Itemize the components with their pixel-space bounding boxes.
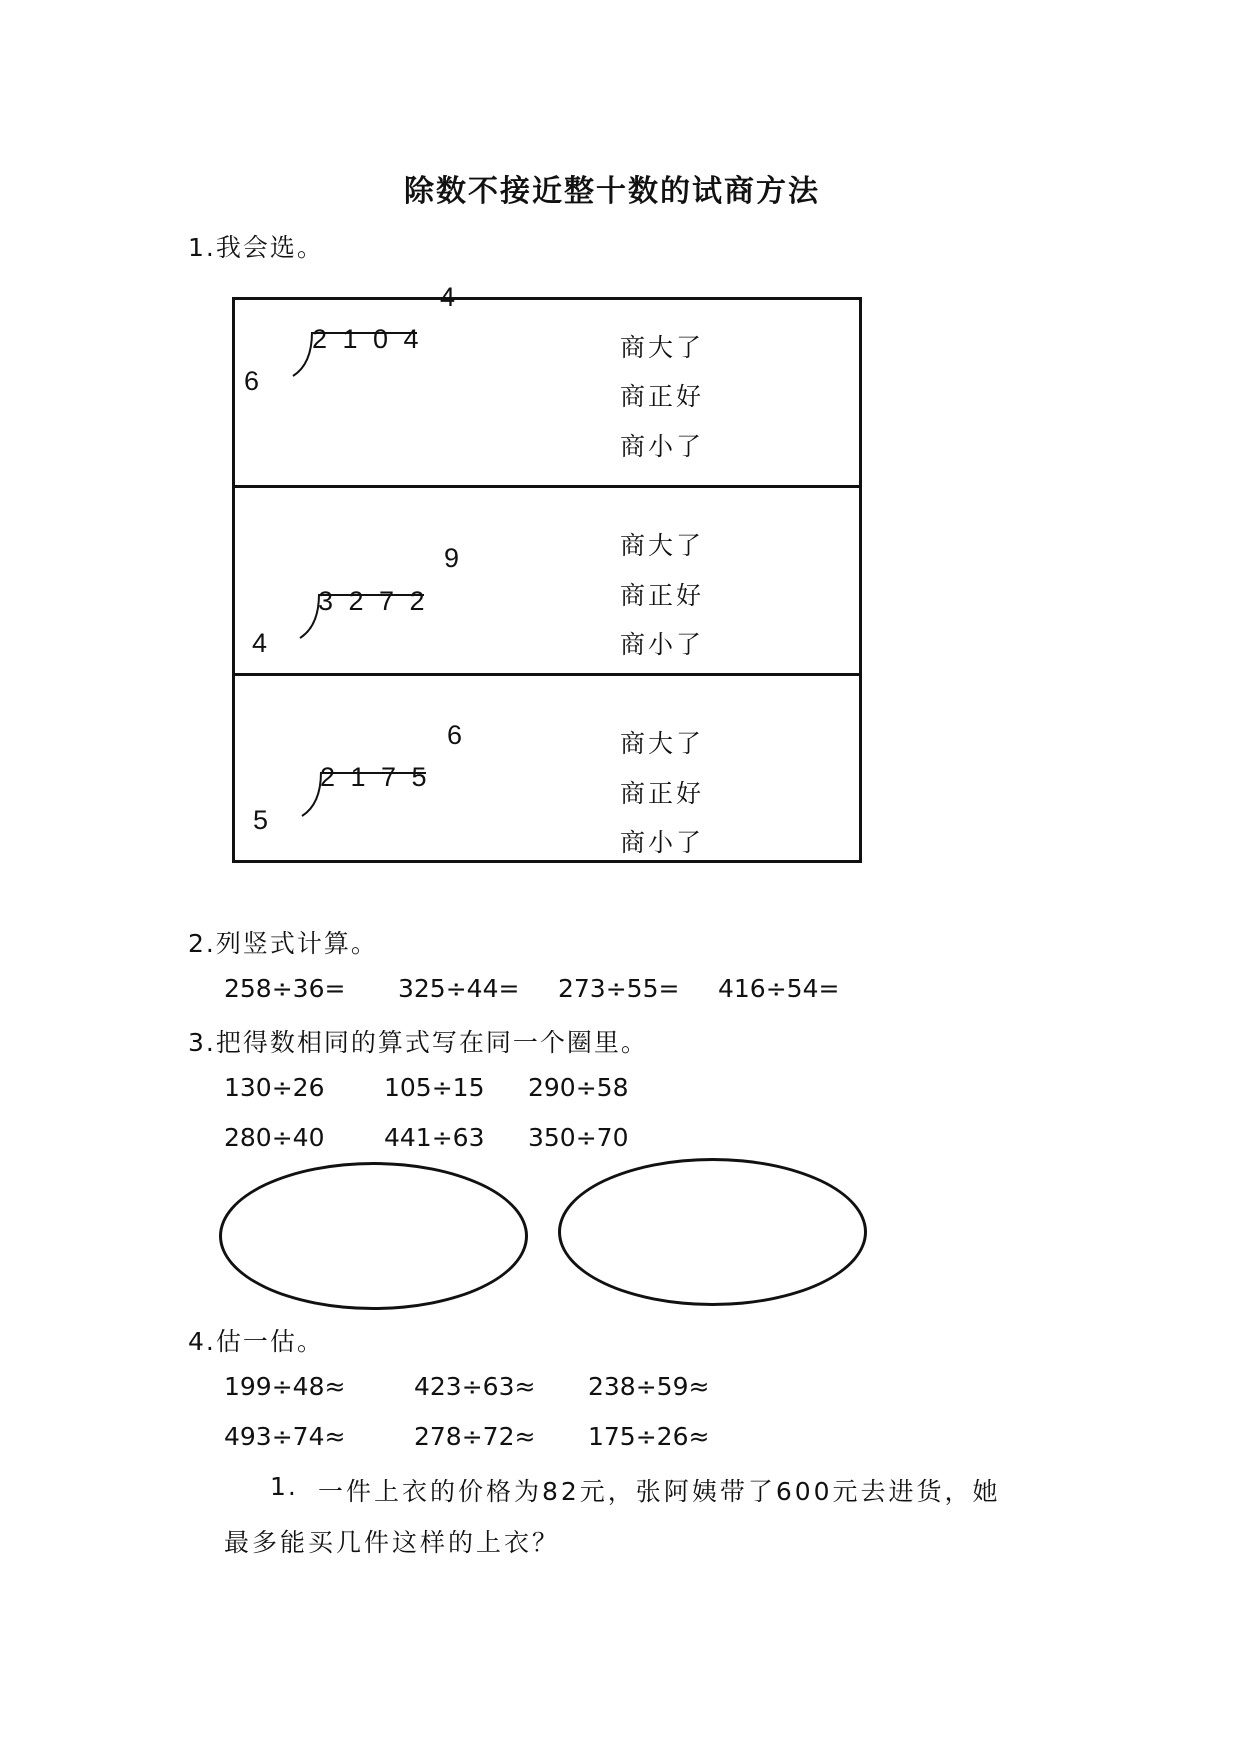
- calc-item: 416÷54=: [718, 974, 840, 1003]
- dividend: 2 1 7 5: [320, 762, 431, 792]
- expression: 441÷63: [384, 1123, 485, 1152]
- option-quotient-too-big[interactable]: 商大了: [620, 729, 705, 758]
- option-quotient-too-small[interactable]: 商小了: [620, 432, 705, 461]
- expression: 290÷58: [528, 1073, 629, 1102]
- answer-circle-left[interactable]: [219, 1162, 528, 1310]
- estimate-item: 199÷48≈: [224, 1372, 346, 1401]
- expression: 130÷26: [224, 1073, 325, 1102]
- dividend: 3 2 7 2: [318, 586, 429, 616]
- divisor: 5: [253, 805, 269, 835]
- answer-circle-right[interactable]: [558, 1158, 867, 1306]
- quotient: 4: [440, 282, 456, 312]
- option-quotient-just-right[interactable]: 商正好: [620, 779, 705, 808]
- page-title: 除数不接近整十数的试商方法: [404, 174, 820, 209]
- divisor: 6: [244, 366, 260, 396]
- estimate-item: 175÷26≈: [588, 1422, 710, 1451]
- choice-row-2: [232, 485, 862, 676]
- estimate-item: 493÷74≈: [224, 1422, 346, 1451]
- option-quotient-too-small[interactable]: 商小了: [620, 828, 705, 857]
- expression: 280÷40: [224, 1123, 325, 1152]
- quotient: 9: [444, 543, 460, 573]
- section3-heading: 3.把得数相同的算式写在同一个圈里。: [188, 1028, 648, 1057]
- section4-heading: 4.估一估。: [188, 1327, 324, 1356]
- word-problem-line1: 一件上衣的价格为82元，张阿姨带了600元去进货，她: [318, 1477, 1001, 1506]
- section2-heading: 2.列竖式计算。: [188, 929, 378, 958]
- expression: 350÷70: [528, 1123, 629, 1152]
- divisor: 4: [252, 628, 268, 658]
- calc-item: 258÷36=: [224, 974, 346, 1003]
- estimate-item: 423÷63≈: [414, 1372, 536, 1401]
- expression: 105÷15: [384, 1073, 485, 1102]
- option-quotient-just-right[interactable]: 商正好: [620, 581, 705, 610]
- calc-item: 325÷44=: [398, 974, 520, 1003]
- option-quotient-too-big[interactable]: 商大了: [620, 531, 705, 560]
- calc-item: 273÷55=: [558, 974, 680, 1003]
- option-quotient-too-big[interactable]: 商大了: [620, 333, 705, 362]
- quotient: 6: [447, 720, 463, 750]
- option-quotient-just-right[interactable]: 商正好: [620, 382, 705, 411]
- problem-number: 1.: [270, 1472, 298, 1501]
- section1-heading: 1.我会选。: [188, 233, 324, 262]
- dividend: 2 1 0 4: [312, 324, 423, 354]
- option-quotient-too-small[interactable]: 商小了: [620, 630, 705, 659]
- estimate-item: 278÷72≈: [414, 1422, 536, 1451]
- estimate-item: 238÷59≈: [588, 1372, 710, 1401]
- word-problem-line2: 最多能买几件这样的上衣？: [224, 1528, 561, 1557]
